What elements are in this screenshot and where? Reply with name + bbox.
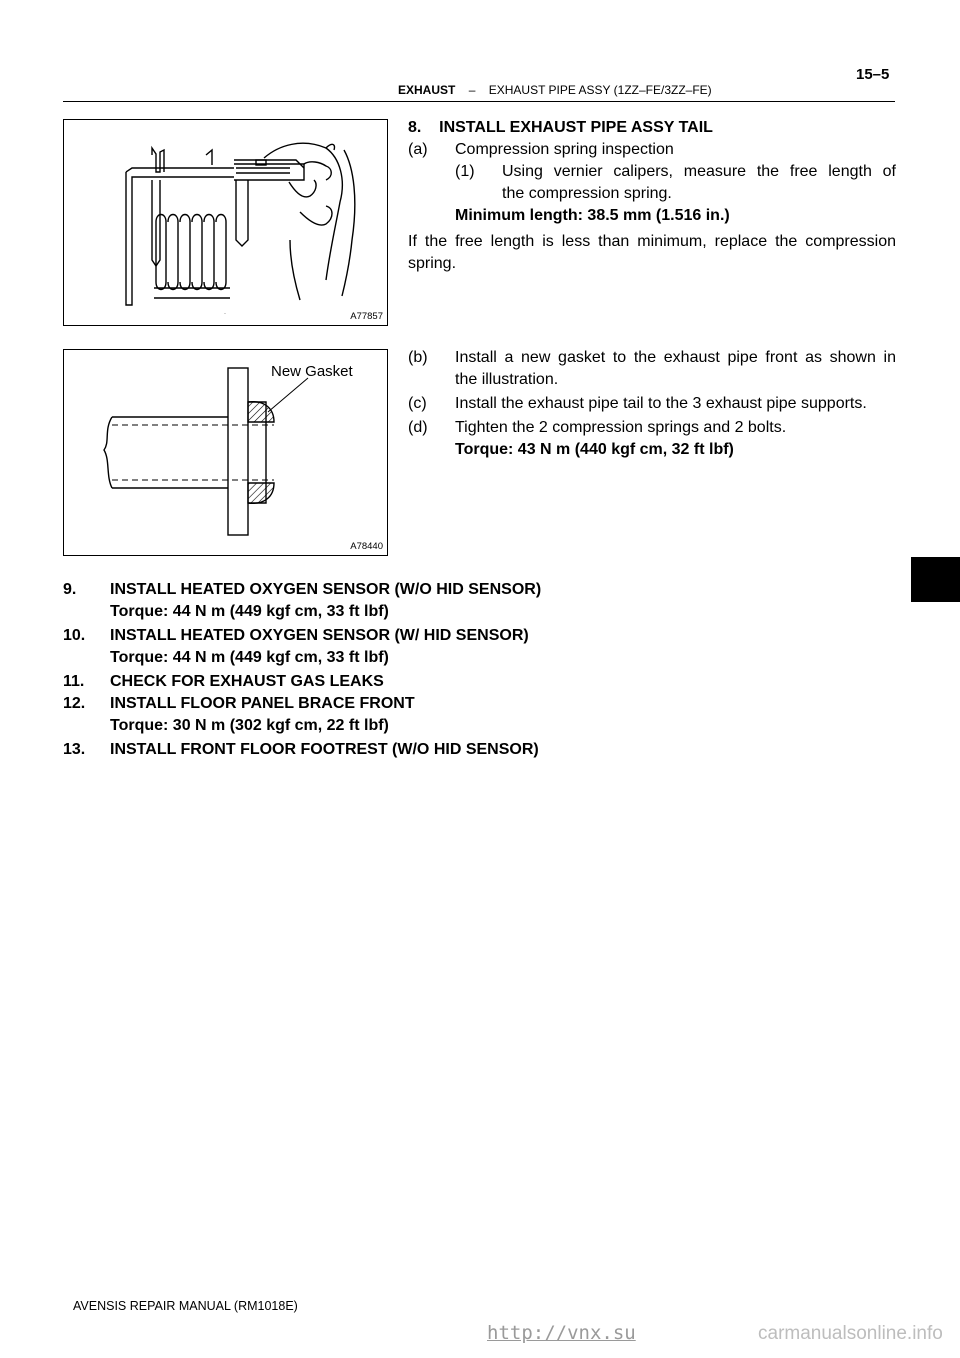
step-11-number: 11. bbox=[63, 673, 85, 690]
step-10-torque: Torque: 44 N m (449 kgf cm, 33 ft lbf) bbox=[110, 649, 389, 666]
page-number: 15–5 bbox=[856, 66, 890, 83]
step-8d-text: Tighten the 2 compression springs and 2 bolts. bbox=[455, 419, 787, 436]
gasket-drawing bbox=[64, 350, 386, 554]
step-8b-line1: Install a new gasket to the exhaust pipe front as shown in bbox=[455, 349, 896, 366]
step-9-title: INSTALL HEATED OXYGEN SENSOR (W/O HID SENSOR) bbox=[110, 581, 542, 598]
subsection-title: EXHAUST PIPE ASSY (1ZZ–FE/3ZZ–FE) bbox=[488, 83, 712, 97]
watermark-site: carmanualsonline.info bbox=[758, 1323, 943, 1344]
section-tab-marker bbox=[911, 557, 960, 602]
step-8-title: 8. INSTALL EXHAUST PIPE ASSY TAIL bbox=[408, 119, 713, 136]
min-length-spec: Minimum length: 38.5 mm (1.516 in.) bbox=[455, 207, 730, 224]
step-12-torque: Torque: 30 N m (302 kgf cm, 22 ft lbf) bbox=[110, 717, 389, 734]
step-8c-marker: (c) bbox=[408, 395, 427, 412]
step-8b-line2: the illustration. bbox=[455, 371, 559, 388]
step-11-title: CHECK FOR EXHAUST GAS LEAKS bbox=[110, 673, 384, 690]
figure-code: A77857 bbox=[350, 311, 383, 322]
step-8a-text: Compression spring inspection bbox=[455, 141, 674, 158]
step-13-title: INSTALL FRONT FLOOR FOOTREST (W/O HID SENSOR) bbox=[110, 741, 539, 758]
step-8b-marker: (b) bbox=[408, 349, 428, 366]
caliper-drawing bbox=[64, 120, 386, 324]
step-9-number: 9. bbox=[63, 581, 77, 598]
gasket-illustration bbox=[63, 349, 388, 556]
step-12-number: 12. bbox=[63, 695, 86, 712]
step-10-title: INSTALL HEATED OXYGEN SENSOR (W/ HID SENSOR) bbox=[110, 627, 529, 644]
caliper-illustration bbox=[63, 119, 388, 326]
step-10-number: 10. bbox=[63, 627, 86, 644]
step-8a1-line1: Using vernier calipers, measure the free length of bbox=[502, 163, 896, 180]
replace-note: If the free length is less than minimum, replace the compression spring. bbox=[408, 233, 896, 272]
step-8d-torque: Torque: 43 N m (440 kgf cm, 32 ft lbf) bbox=[455, 441, 734, 458]
new-gasket-label: New Gasket bbox=[271, 363, 353, 380]
vnx-link[interactable]: http://vnx.su bbox=[487, 1322, 636, 1344]
step-8a1-marker: (1) bbox=[455, 163, 475, 180]
section-dash: – bbox=[468, 83, 476, 97]
step-13-number: 13. bbox=[63, 741, 86, 758]
step-12-title: INSTALL FLOOR PANEL BRACE FRONT bbox=[110, 695, 415, 712]
svg-text:·: · bbox=[224, 311, 226, 317]
step-8d-marker: (d) bbox=[408, 419, 428, 436]
step-8a-marker: (a) bbox=[408, 141, 428, 158]
step-8a1-line2: the compression spring. bbox=[502, 185, 672, 202]
step-9-torque: Torque: 44 N m (449 kgf cm, 33 ft lbf) bbox=[110, 603, 389, 620]
figure-code: A78440 bbox=[350, 541, 383, 552]
step-8c-text: Install the exhaust pipe tail to the 3 exhaust pipe supports. bbox=[455, 395, 867, 412]
header-rule bbox=[63, 101, 895, 102]
section-title: EXHAUST bbox=[398, 83, 456, 97]
section-header bbox=[398, 83, 712, 97]
manual-footer: AVENSIS REPAIR MANUAL (RM1018E) bbox=[73, 1299, 298, 1313]
